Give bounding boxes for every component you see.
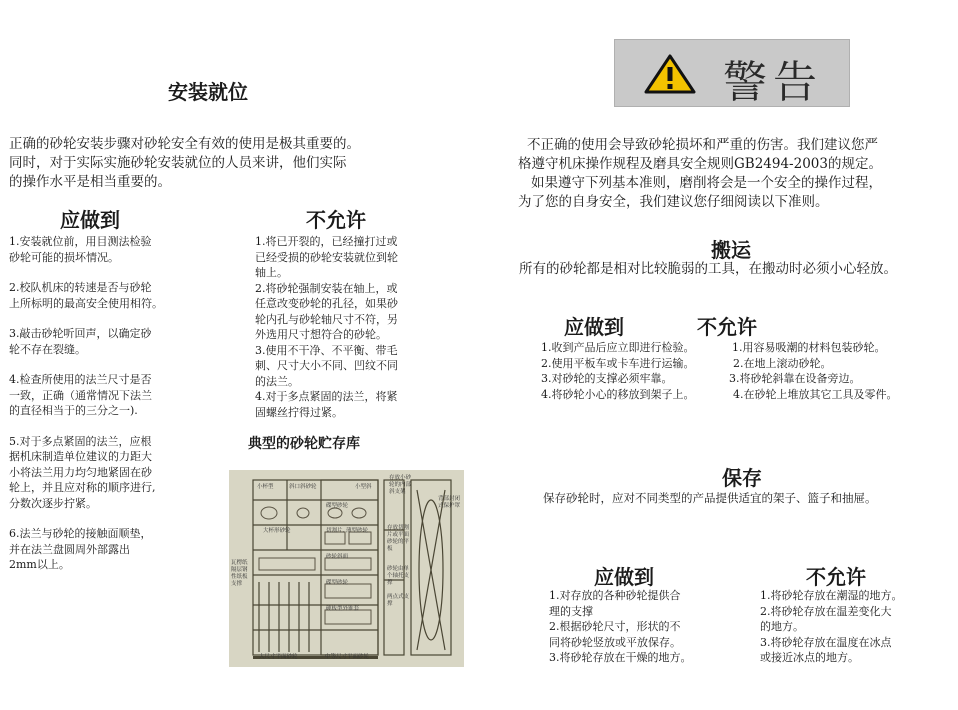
list-item: 2.在地上滚动砂轮。	[733, 356, 832, 370]
list-item: 1.安装就位前，用目测法检验	[9, 235, 152, 248]
list-item: 据机床制造单位建议的力距大	[9, 450, 152, 463]
photo-label: 背部封闭式保护罩	[438, 496, 461, 509]
handling-dont-list	[729, 340, 944, 402]
list-item: 的地方。	[760, 620, 804, 633]
list-item: 小将法兰用力均匀地紧固在砂	[9, 465, 152, 479]
install-title: 安装就位	[168, 80, 248, 104]
photo-label: 砂轮斜面	[326, 554, 349, 560]
list-item: 4.在砂轮上堆放其它工具及零件。	[733, 387, 898, 401]
storage-dont-heading: 不允许	[806, 565, 866, 589]
list-item: 轮上，并且应对称的顺序进行,	[9, 481, 156, 494]
list-item: 的直径相当于的三分之一).	[9, 404, 138, 417]
list-item: 砂轮可能的损坏情况。	[9, 250, 119, 264]
list-item: 或接近冰点的地方。	[760, 651, 859, 664]
photo-label: 大杯形砂轮	[263, 528, 291, 534]
install-do-list	[9, 234, 209, 573]
list-item: 5.对于多点紧固的法兰，应根	[9, 434, 152, 448]
list-item: 外选用尺寸想符合的砂轮。	[255, 328, 387, 341]
list-item: 1.将已开裂的，已经撞打过或	[255, 235, 398, 248]
list-item: 4.检查所使用的法兰尺寸是否	[9, 373, 152, 386]
photo-label: 两点式支撑	[387, 594, 410, 607]
handling-do-list	[541, 340, 731, 402]
warning-text: 警告	[723, 57, 823, 108]
list-item: 3.将砂轮存放在温度在冰点	[760, 635, 892, 649]
list-item: 一致，正确（通常情况下法兰	[9, 388, 152, 402]
list-item: 的法兰。	[255, 374, 299, 388]
list-item: 刺、尺寸大小不同、凹纹不同	[255, 359, 398, 372]
list-item: 固螺丝拧得过紧。	[255, 405, 343, 419]
list-item: 3.将砂轮斜靠在设备旁边。	[729, 372, 861, 385]
photo-label: 大尺寸平面砂轮	[259, 654, 298, 660]
list-item: 2mm以上。	[9, 558, 70, 571]
storage-room-photo	[229, 470, 464, 667]
storage-do-list	[549, 588, 729, 666]
list-item: 轮不存在裂缝。	[9, 342, 86, 356]
photo-label: 硬板型外锥套	[326, 606, 360, 612]
list-item: 1.用容易吸潮的材料包装砂轮。	[732, 341, 886, 354]
warning-banner	[614, 39, 850, 107]
photo-label: 斜口斜砂轮	[289, 484, 317, 490]
storage-dont-list	[760, 588, 950, 666]
install-dont-list	[255, 234, 445, 420]
install-dont-heading: 不允许	[306, 208, 366, 232]
list-item: 同将砂轮竖放或平放保存。	[549, 635, 681, 649]
warning-triangle-icon	[643, 53, 697, 95]
handling-dont-heading: 不允许	[697, 315, 757, 339]
list-item: 2.使用平板车或卡车进行运输。	[541, 356, 695, 370]
list-item: 并在法兰盘圆周外部露出	[9, 542, 130, 556]
list-item: 1.收到产品后应立即进行检验。	[541, 341, 695, 354]
handling-desc: 所有的砂轮都是相对比较脆弱的工具，在搬动时必须小心轻放。	[519, 261, 897, 277]
photo-label: 中等尺寸平面砂轮	[325, 654, 370, 660]
warning-intro: 不正确的使用会导致砂轮损坏和严重的伤害。我们建议您严 格遵守机床操作规程及磨具安全规则GB2494-2003的规定。 如果遵守下列基本准则，磨削将会是一个安全的操作过程， 为了您的自身安全，我们建议您仔细阅读以下准则。	[518, 137, 882, 210]
list-item: 3.使用不干净、不平衡、带毛	[255, 343, 398, 357]
list-item: 1.对存放的各种砂轮提供合	[549, 589, 681, 602]
photo-label: 砂轮由单个轴托支撑	[387, 566, 410, 586]
handling-title: 搬运	[711, 238, 751, 262]
list-item: 1.将砂轮存放在潮湿的地方。	[760, 589, 903, 602]
list-item: 3.将砂轮存放在干燥的地方。	[549, 651, 692, 664]
list-item: 轮内孔与砂轮轴尺寸不符，另	[255, 312, 398, 326]
list-item: 任意改变砂轮的孔径，如果砂	[255, 297, 398, 310]
photo-label: 小型斜	[355, 484, 372, 490]
list-item: 4.将砂轮小心的移放到架子上。	[541, 387, 695, 401]
photo-label: 瓦楞纸隔层钢性纸板支撑	[231, 560, 248, 587]
handling-do-heading: 应做到	[564, 315, 624, 339]
list-item: 2.根据砂轮尺寸，形状的不	[549, 620, 681, 633]
list-item: 已经受损的砂轮安装就位到轮	[255, 250, 398, 264]
list-item: 轴上。	[255, 266, 288, 279]
list-item: 3.对砂轮的支撑必须牢靠。	[541, 372, 673, 385]
storage-title: 保存	[722, 466, 762, 490]
photo-label: 碟型砂轮	[326, 503, 349, 509]
list-item: 3.敲击砂轮听回声，以确定砂	[9, 327, 152, 340]
photo-label: 切割片, 薄型砂轮	[326, 528, 368, 534]
photo-label: 碟型砂轮	[326, 580, 349, 586]
photo-label: 存放切割片或平面砂轮的平板	[387, 525, 410, 552]
list-item: 2.校队机床的转速是否与砂轮	[9, 281, 152, 294]
install-intro: 正确的砂轮安装步骤对砂轮安全有效的使用是极其重要的。 同时，对于实际实施砂轮安装就位的人员来讲，他们实际 的操作水平是相当重要的。	[9, 136, 360, 190]
storage-shelves-illustration	[229, 470, 464, 667]
install-do-heading: 应做到	[60, 208, 120, 232]
list-item: 分数次逐步拧紧。	[9, 496, 97, 510]
list-item: 4.对于多点紧固的法兰，将紧	[255, 390, 398, 403]
storage-do-heading: 应做到	[594, 565, 654, 589]
list-item: 2.将砂轮强制安装在轴上，或	[255, 281, 398, 295]
list-item: 2.将砂轮存放在温差变化大	[760, 604, 892, 618]
storage-room-title: 典型的砂轮贮存库	[248, 436, 360, 452]
storage-desc: 保存砂轮时，应对不同类型的产品提供适宜的架子、篮子和抽屉。	[543, 491, 877, 505]
list-item: 上所标明的最高安全使用相符。	[9, 296, 163, 310]
list-item: 6.法兰与砂轮的接触面顺垫，	[9, 527, 152, 540]
list-item: 理的支撑	[549, 604, 593, 618]
photo-label: 小杯型	[257, 484, 274, 490]
photo-label: 存放小砂轮的内部斜支架	[389, 475, 412, 495]
